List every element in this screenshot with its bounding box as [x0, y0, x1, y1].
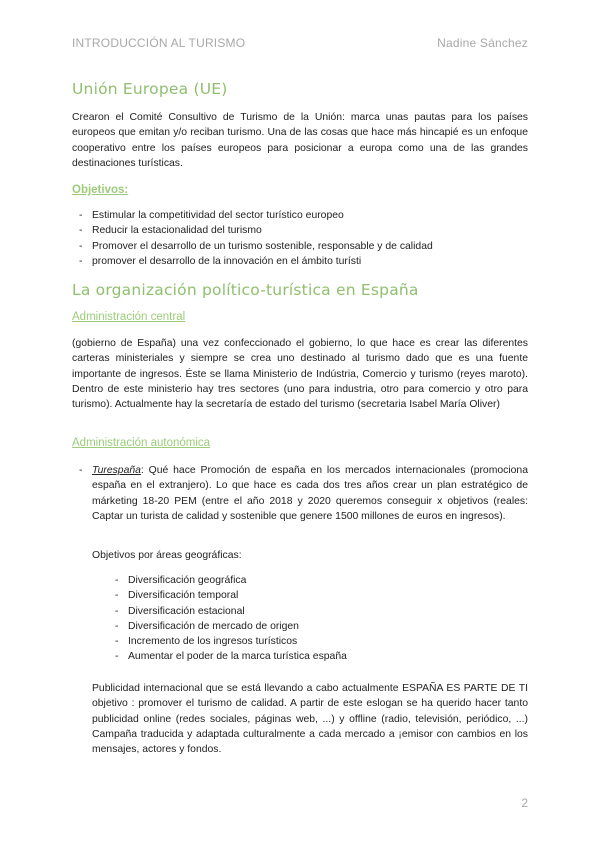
header-title: INTRODUCCIÓN AL TURISMO [72, 36, 246, 50]
objectives-list [72, 208, 433, 269]
turespana-content [92, 463, 528, 524]
list-item: - Aumentar el poder de la marca turística españa [108, 649, 347, 664]
page-number: 2 [521, 796, 528, 810]
turespana-item [72, 463, 528, 524]
autonomic-admin-heading: Administración autonómica [72, 437, 211, 449]
header-author: Nadine Sánchez [437, 36, 528, 50]
central-admin-heading: Administración central [72, 311, 186, 323]
turespana-text: : Qué hace Promoción de españa en los mercados internacionales (promociona españa en el extranjero). Lo que hace es cada dos tres años crear un plan estratégico de márketing 18-20 PEM (entre el año 2018 y 2020 queremos conseguir x objetivos (reales: Captar un turista de calidad y sostenible que genere 1500 millones de euros en ingresos). [92, 465, 528, 522]
geo-objectives-list [108, 573, 347, 665]
turespana-label: Turespaña [92, 465, 141, 476]
list-item: - promover el desarrollo de la innovación en el ámbito turísti [72, 254, 433, 269]
ue-paragraph: Crearon el Comité Consultivo de Turismo de la Unión: marca unas pautas para los países europeos que emitan y/o reciban turismo. Una de las cosas que hace más hincapié es un enfoque cooperativo entre los países europeos para posicionar a europa como una de las grandes destinaciones turísticas. [72, 112, 528, 169]
geo-objectives-heading: Objetivos por áreas geográficas: [92, 550, 242, 561]
section-title-ue: Unión Europea (UE) [72, 80, 228, 98]
list-item: - Diversificación temporal [108, 588, 347, 603]
list-item: - Promover el desarrollo de un turismo sostenible, responsable y de calidad [72, 239, 433, 254]
objectives-heading: Objetivos: [72, 184, 129, 196]
list-item: - Incremento de los ingresos turísticos [108, 634, 347, 649]
central-admin-paragraph: (gobierno de España) una vez confeccionado el gobierno, lo que hace es crear las diferentes carteras ministeriales y siempre se crea uno destinado al turismo dado que es una fuente importante de ingresos. Éste se llama Ministerio de Indústria, Comercio y turismo (reyes maroto). Dentro de este ministerio hay tres sectores (uno para industria, otro para comercio y otro para turismo). Actualmente hay la secretaría de estado del turismo (secretaria Isabel María Oliver) [72, 338, 528, 411]
list-item: - Diversificación de mercado de origen [108, 619, 347, 634]
list-item: - Diversificación estacional [108, 604, 347, 619]
list-item: - Reducir la estacionalidad del turismo [72, 223, 433, 238]
publicity-paragraph: Publicidad internacional que se está llevando a cabo actualmente ESPAÑA ES PARTE DE TI objetivo : promover el turismo de calidad. A partir de este eslogan se ha querido hacer tanto publicidad online (redes sociales, páginas web, ...) y offline (radio, televisión, periódico, ...) Campaña traducida y adaptada culturalmente a cada mercado a ¡emisor con cambios en los mensajes, actores y fondos. [92, 683, 528, 756]
list-item: - Diversificación geográfica [108, 573, 347, 588]
dash-marker: - [79, 465, 83, 476]
list-item: - Estimular la competitividad del sector turístico europeo [72, 208, 433, 223]
section-title-spain: La organización político-turística en España [72, 281, 419, 299]
